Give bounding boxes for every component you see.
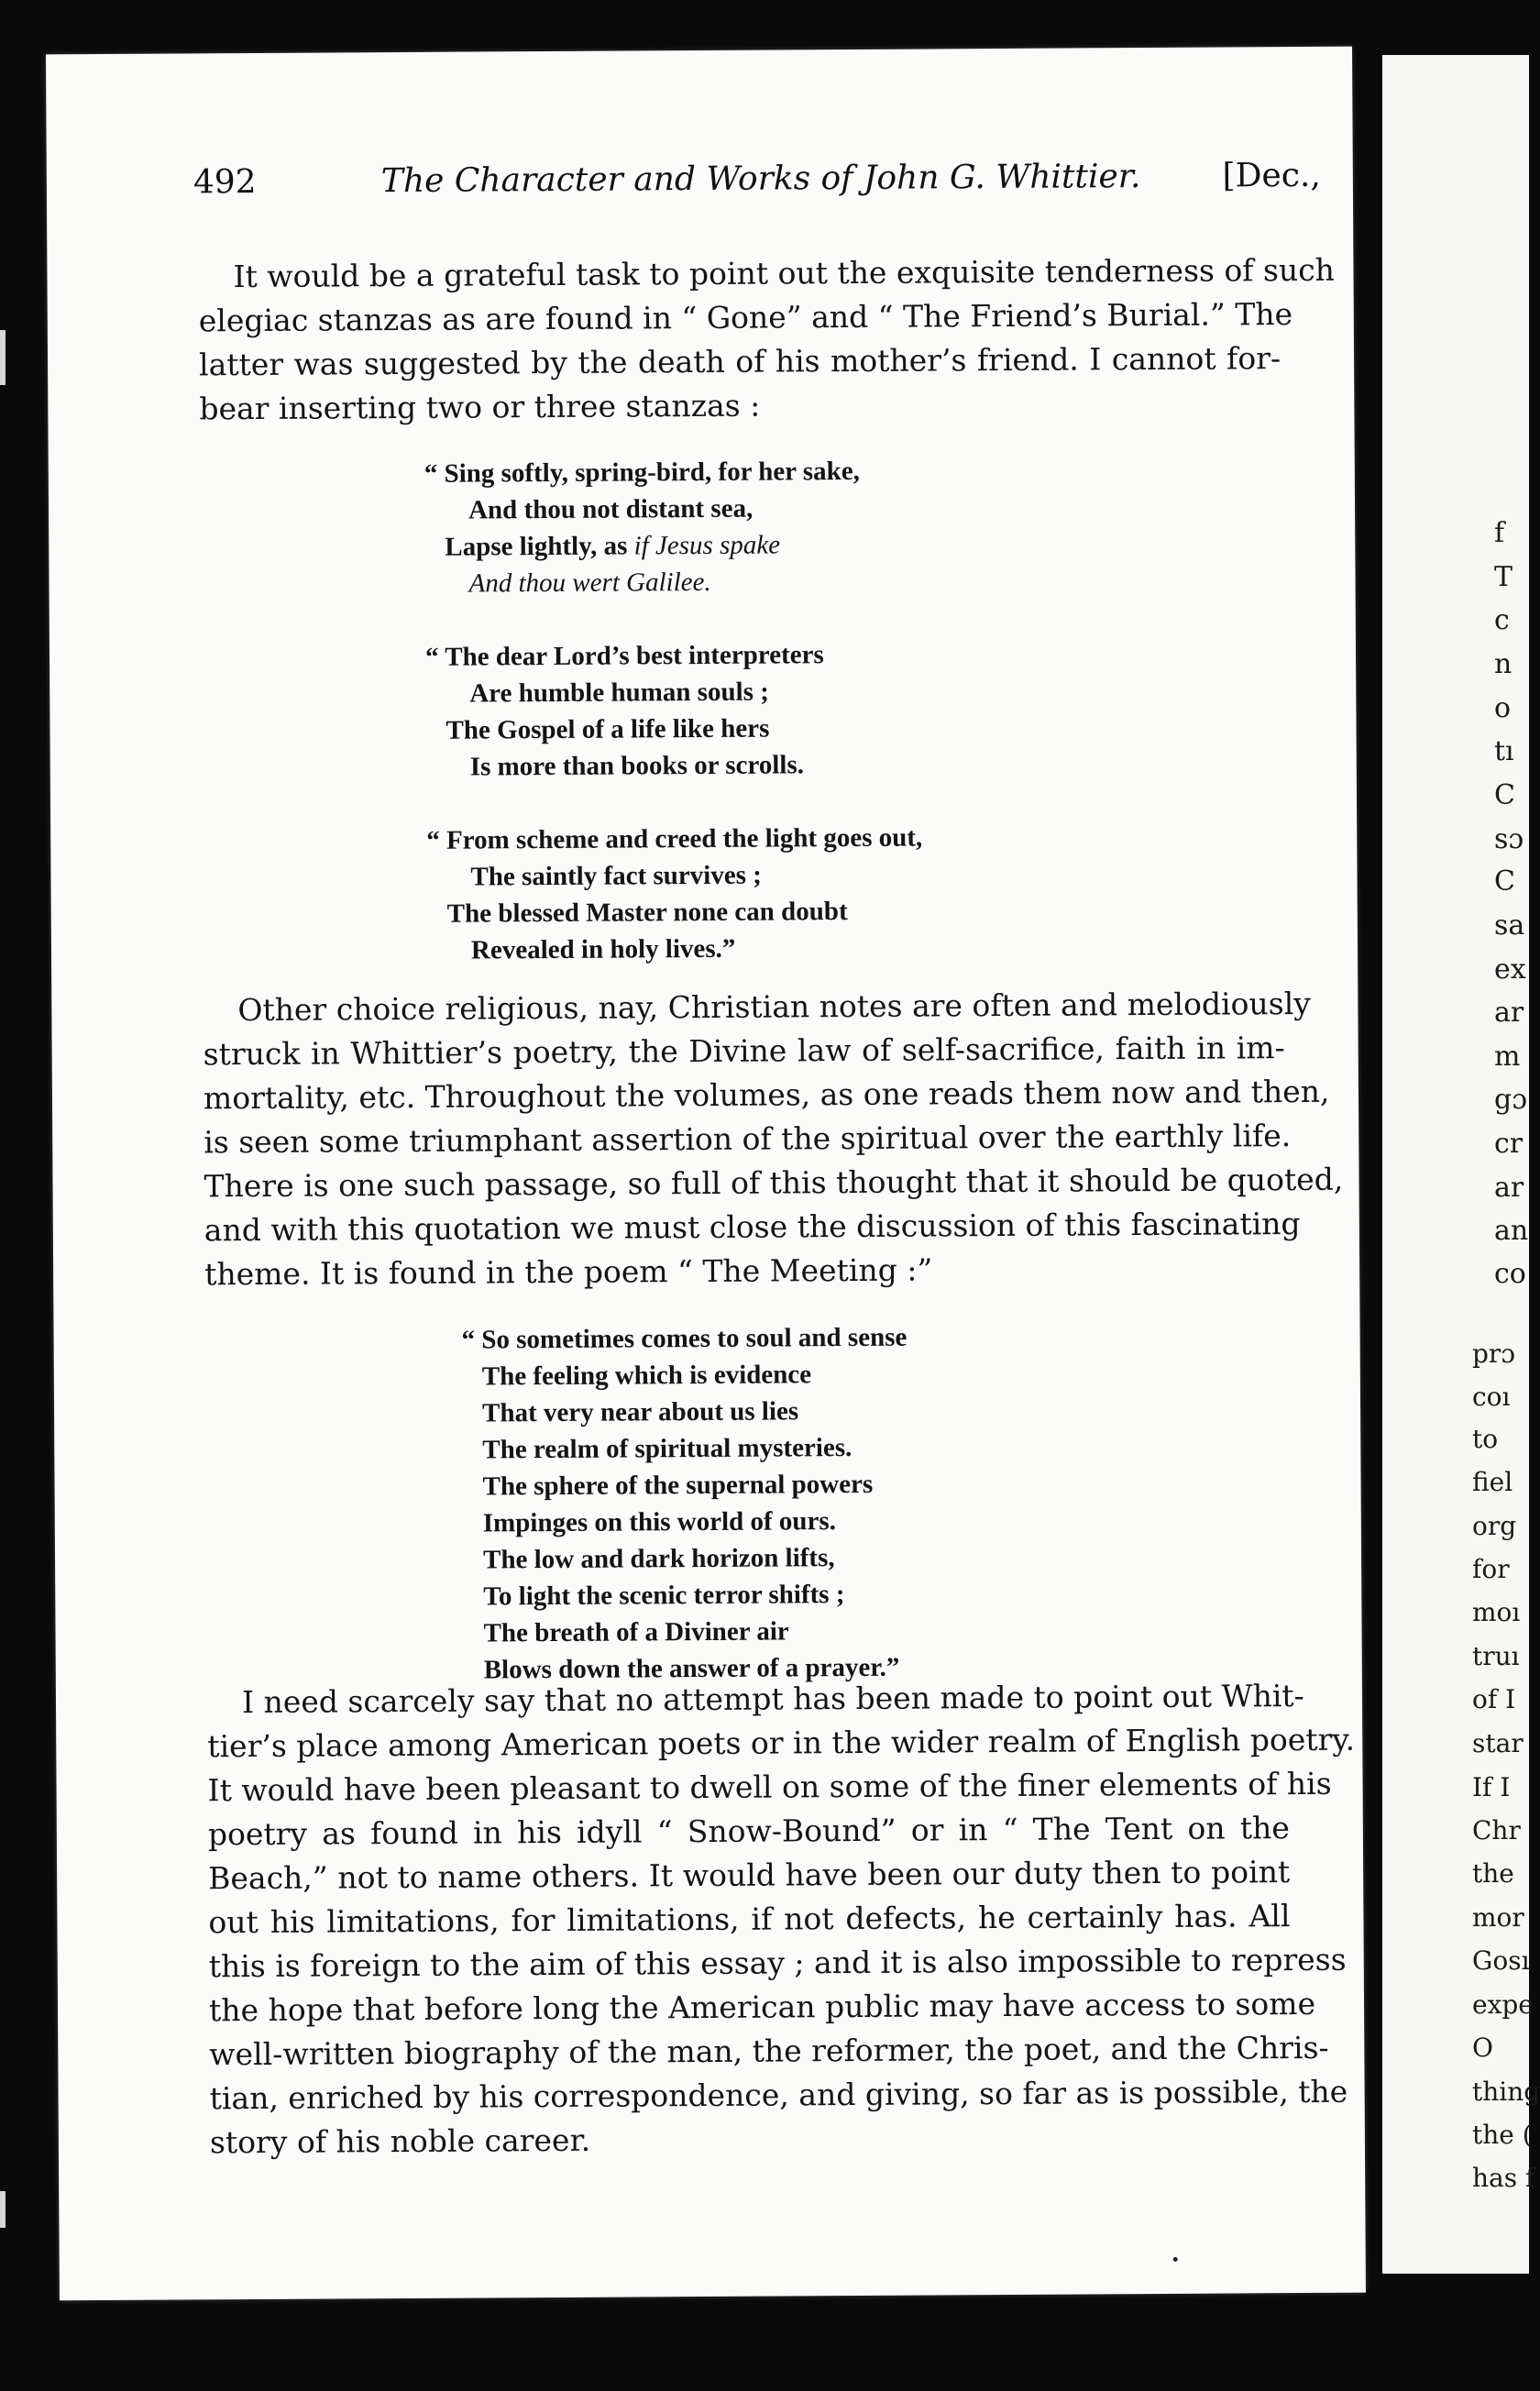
facing-page-fragment: mor: [1472, 1902, 1524, 1933]
text-line: Beach,” not to name others. It would have been our duty then to point: [208, 1854, 1291, 1897]
text-line: poetry as found in his idyll “ Snow-Bound” or in “ The Tent on the: [207, 1810, 1290, 1853]
text-line: latter was suggested by the death of his mother’s friend. I cannot for-: [198, 340, 1282, 383]
text-line: tian, enriched by his correspondence, and giving, so far as is possible, the: [209, 2073, 1348, 2117]
poem-line: Are humble human souls ;: [469, 677, 769, 709]
poem-line: [424, 526, 860, 566]
poem-line: The Gospel of a life like hers: [446, 713, 770, 745]
text-line: the hope that before long the American public may have access to some: [208, 1985, 1316, 2029]
text-line: bear inserting two or three stanzas :: [199, 387, 761, 427]
text-line: out his limitations, for limitations, if not defects, he certainly has. All: [208, 1898, 1291, 1941]
facing-page-fragment: ar: [1494, 1172, 1524, 1204]
text-line: this is foreign to the aim of this essay ; and it is also impossible to repress: [208, 1941, 1347, 1985]
facing-page-fragment: thinɡ: [1472, 2077, 1540, 2107]
facing-page-fragment: the: [1472, 1858, 1514, 1889]
poem-line: The low and dark horizon lifts,: [482, 1543, 835, 1575]
running-title: The Character and Works of John G. Whittier.: [380, 158, 1141, 201]
text-line: It would have been pleasant to dwell on some of the finer elements of his: [207, 1765, 1332, 1809]
facing-page-fragment: sɔ: [1494, 823, 1524, 855]
facing-page-fragment: sa: [1494, 909, 1525, 942]
facing-page-fragment: star: [1472, 1728, 1524, 1758]
facing-page-fragment: for: [1472, 1554, 1510, 1584]
poem-line: The blessed Master none can doubt: [446, 897, 848, 929]
facing-page-fragment: If I: [1472, 1772, 1511, 1802]
ink-speck: [1173, 2257, 1178, 2262]
book-page: [46, 47, 1366, 2301]
facing-page-fragment: the (: [1472, 2120, 1533, 2150]
facing-page-fragment: Chr: [1472, 1815, 1521, 1846]
text-line: There is one such passage, so full of this thought that it should be quoted,: [204, 1161, 1344, 1205]
facing-page-fragment: tı: [1494, 735, 1514, 767]
facing-page-fragment: eх: [1494, 953, 1526, 986]
poem-line-part: Lapse lightly, as: [445, 531, 634, 562]
facing-page-fragment: C: [1494, 779, 1515, 811]
text-line: Other choice religious, nay, Christian notes are often and melodiously: [237, 985, 1311, 1029]
scan-edge-mark: [0, 330, 6, 385]
facing-page-fragment: C: [1494, 865, 1515, 898]
text-line: tier’s place among American poets or in the wider realm of English poetry.: [207, 1721, 1356, 1765]
poem-line: And thou not distant sea,: [468, 493, 754, 525]
facing-page-fragment: gɔ: [1494, 1084, 1528, 1116]
text-line: well-written biography of the man, the reformer, the poet, and the Chris-: [209, 2029, 1329, 2073]
text-line: mortality, etc. Throughout the volumes, as one reads them now and then,: [203, 1073, 1330, 1117]
poem-line: To light the scenic terror shifts ;: [483, 1580, 845, 1612]
scan-edge-mark: [0, 2191, 6, 2228]
poem-stanza-2: [425, 636, 825, 786]
facing-page-fragment: Gosı: [1472, 1945, 1530, 1976]
facing-page-fragment: m: [1494, 1041, 1521, 1073]
facing-page-fragment: an: [1494, 1215, 1529, 1247]
facing-page-fragment: org: [1472, 1511, 1517, 1541]
poem-line: Revealed in holy lives.”: [470, 933, 736, 965]
facing-page-fragment: T: [1494, 561, 1513, 593]
facing-page-fragment: coı: [1472, 1382, 1511, 1412]
section-marker: [Dec.,: [1222, 156, 1321, 195]
poem-line: The saintly fact survives ;: [470, 860, 762, 892]
page-header: [193, 157, 1321, 219]
facing-page-fragment: O: [1472, 2033, 1493, 2063]
facing-page-fragment: prɔ: [1472, 1339, 1515, 1369]
page-number: 492: [192, 162, 257, 202]
poem-line: And thou wert Galilee.: [468, 567, 711, 599]
text-line: I need scarcely say that no attempt has been made to point out Whit-: [241, 1678, 1304, 1721]
text-line: story of his noble career.: [209, 2121, 591, 2161]
text-line: elegiac stanzas as are found in “ Gone” and “ The Friend’s Burial.” The: [198, 296, 1293, 339]
poem-stanza-1: [424, 453, 861, 602]
poem-line: “ From scheme and creed the light goes out,: [426, 822, 923, 855]
facing-page-fragment: co: [1494, 1258, 1526, 1290]
poem-line: The breath of a Diviner air: [483, 1616, 789, 1648]
poem-line: Is more than books or scrolls.: [469, 750, 805, 782]
facing-page-fragment: truı: [1472, 1641, 1520, 1671]
facing-page-fragment: to: [1472, 1424, 1499, 1454]
facing-page-fragment: c: [1494, 604, 1510, 636]
facing-page-fragment: f: [1494, 517, 1505, 549]
poem-stanza-4: [461, 1319, 908, 1689]
text-line: struck in Whittier’s poetry, the Divine law of self-sacrifice, faith in im-: [203, 1030, 1285, 1073]
paragraph-3: [207, 1674, 1356, 2165]
facing-page-fragment: has f: [1472, 2163, 1535, 2193]
poem-line: That very near about us lies: [481, 1396, 799, 1428]
facing-page-fragment: expe: [1472, 1989, 1534, 2020]
text-line: and with this quotation we must close the discussion of this fascinating: [204, 1206, 1301, 1249]
poem-line-italic: if Jesus spake: [633, 530, 781, 561]
poem-line: “ The dear Lord’s best interpreters: [424, 640, 824, 672]
poem-line: Impinges on this world of ours.: [482, 1506, 837, 1538]
poem-line: The sphere of the supernal powers: [482, 1469, 874, 1502]
text-line: is seen some triumphant assertion of the spiritual over the earthly life.: [204, 1118, 1292, 1161]
poem-line: Blows down the answer of a prayer.”: [483, 1652, 900, 1685]
facing-page-fragment: o: [1494, 692, 1512, 724]
facing-page-fragment: ar: [1494, 997, 1524, 1029]
facing-page-fragment: of I: [1472, 1684, 1516, 1714]
poem-line: The realm of spiritual mysteries.: [482, 1433, 852, 1465]
poem-line: “ So sometimes comes to soul and sense: [461, 1322, 908, 1355]
poem-stanza-3: [426, 820, 923, 969]
facing-page-fragment: cr: [1494, 1128, 1524, 1160]
facing-page-fragment: n: [1494, 648, 1512, 680]
facing-page-fragment: moı: [1472, 1597, 1521, 1627]
text-line: It would be a grateful task to point out the exquisite tenderness of such: [233, 251, 1335, 295]
paragraph-2: [203, 982, 1344, 1296]
poem-line: “ Sing softly, spring-bird, for her sake,: [424, 456, 860, 489]
poem-line: The feeling which is evidence: [481, 1360, 812, 1392]
paragraph-1: [198, 248, 1335, 431]
facing-page-fragment: fiel: [1472, 1467, 1513, 1497]
text-line: theme. It is found in the poem “ The Meeting :”: [204, 1251, 933, 1293]
